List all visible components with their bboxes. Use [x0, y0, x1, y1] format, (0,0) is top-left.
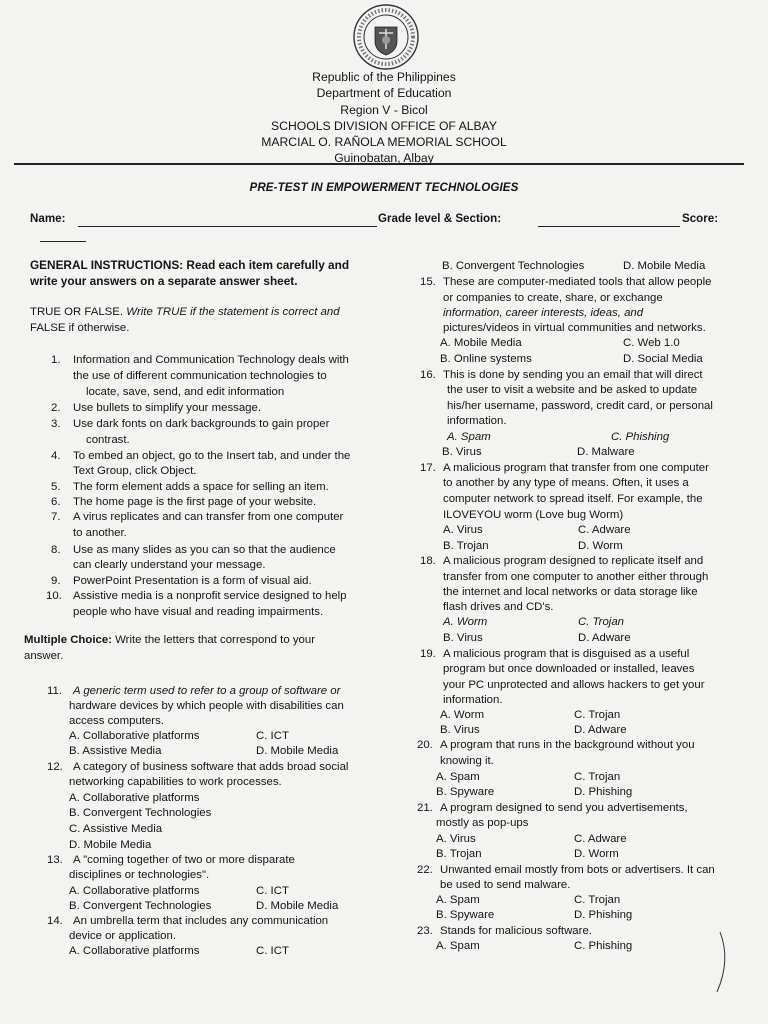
question-number: 15. — [420, 276, 436, 288]
question-text: information. — [447, 415, 507, 427]
option-b: B. Spyware — [436, 909, 495, 921]
tf-item-number: 6. — [51, 496, 61, 508]
question-text: These are computer-mediated tools that allow people — [443, 276, 712, 288]
option-b: B. Convergent Technologies — [69, 900, 212, 912]
question-number: 19. — [420, 648, 436, 660]
score-blank[interactable] — [40, 241, 86, 242]
question-text: A program designed to send you advertisements, — [440, 802, 688, 814]
tf-item-text: PowerPoint Presentation is a form of visual aid. — [73, 575, 312, 587]
option-b: B. Virus — [440, 724, 480, 736]
deped-seal-icon — [351, 3, 421, 71]
general-instructions: GENERAL INSTRUCTIONS: Read each item carefully and — [30, 258, 350, 272]
question-text: device or application. — [69, 930, 177, 942]
option-a: A. Worm — [440, 709, 485, 721]
option-d: D. Mobile Media — [256, 745, 339, 757]
tf-item-number: 9. — [51, 575, 61, 587]
mc-instructions-2: answer. — [24, 650, 64, 662]
tf-item-text: contrast. — [86, 434, 130, 446]
header-line-department: Department of Education — [316, 86, 452, 101]
question-text: the user to visit a website and be asked to update — [447, 384, 698, 396]
header-line-republic: Republic of the Philippines — [312, 70, 456, 84]
question-text: flash drives and CD's. — [443, 601, 554, 613]
option-c: C. ICT — [256, 730, 289, 742]
option-a: A. Collaborative platforms — [69, 885, 200, 897]
score-label: Score: — [682, 212, 719, 225]
option-b: B. Convergent Technologies — [69, 807, 212, 819]
question-text: be used to send malware. — [440, 879, 571, 891]
option-d: D. Phishing — [574, 786, 633, 798]
option-d: D. Worm — [574, 848, 619, 860]
mc-heading: Multiple Choice: — [24, 634, 112, 646]
option-d: D. Mobile Media — [69, 839, 152, 851]
question-text: information. — [443, 694, 503, 706]
question-text: A malicious program that transfer from one computer — [443, 462, 709, 474]
tf-item-text: the use of different communication technologies to — [73, 370, 327, 382]
pen-mark-icon — [715, 930, 735, 1000]
option-c: C. Trojan — [574, 771, 621, 783]
question-number: 11. — [47, 685, 62, 697]
question-text: A "coming together of two or more disparate — [73, 854, 295, 866]
header-divider — [14, 163, 744, 165]
option-c: C. Trojan — [574, 894, 621, 906]
grade-section-blank[interactable] — [538, 226, 680, 227]
option-c: C. ICT — [256, 945, 289, 957]
tf-item-number: 10. — [46, 590, 62, 602]
question-text: program but once downloaded or installed, leaves — [443, 663, 695, 675]
question-text: networking capabilities to work processes. — [69, 776, 282, 788]
name-label: Name: — [30, 212, 66, 225]
question-text: hardware devices by which people with disabilities can — [69, 700, 344, 712]
grade-section-label: Grade level & Section: — [378, 212, 502, 225]
question-text: A generic term used to refer to a group of software or — [73, 685, 341, 697]
question-text: information, career interests, ideas, and — [443, 307, 644, 319]
tf-item-text: Information and Communication Technology deals with — [73, 354, 349, 366]
option-d: D. Adware — [574, 724, 627, 736]
question-text: computer network to spread itself. For example, the — [443, 493, 703, 505]
option-c: C. Assistive Media — [69, 823, 163, 835]
tf-item-text: people who have visual and reading impairments. — [73, 606, 324, 618]
header-line-division: SCHOOLS DIVISION OFFICE OF ALBAY — [271, 118, 497, 133]
question-number: 14. — [47, 915, 63, 927]
general-instructions-2: write your answers on a separate answer sheet. — [30, 274, 298, 288]
name-blank[interactable] — [78, 226, 377, 227]
question-text: his/her username, password, credit card, or personal — [447, 400, 713, 412]
tf-heading-rest: Write TRUE if the statement is correct and — [123, 306, 340, 318]
tf-item-text: The form element adds a space for selling an item. — [73, 481, 329, 493]
option-d: D. Worm — [578, 540, 623, 552]
option-d: D. Social Media — [623, 353, 703, 365]
question-number: 20. — [417, 739, 433, 751]
header-line-region: Region V - Bicol — [340, 102, 428, 117]
tf-item-number: 1. — [51, 354, 61, 366]
question-text: Stands for malicious software. — [440, 925, 592, 937]
question-text: mostly as pop-ups — [436, 817, 529, 829]
question-number: 23. — [417, 925, 433, 937]
mc-heading-rest: Write the letters that correspond to your — [111, 634, 315, 646]
question-text: Unwanted email mostly from bots or advertisers. It can — [440, 864, 715, 876]
tf-item-text: Text Group, click Object. — [73, 465, 197, 477]
option-a: A. Spam — [436, 940, 480, 952]
option-d: D. Mobile Media — [623, 260, 706, 272]
option-c: C. ICT — [256, 885, 289, 897]
option-c: C. Phishing — [611, 431, 670, 443]
question-text: ILOVEYOU worm (Love bug Worm) — [443, 509, 624, 521]
tf-heading: TRUE OR FALSE. — [30, 306, 124, 318]
question-text: knowing it. — [440, 755, 494, 767]
question-number: 22. — [417, 864, 433, 876]
tf-item-text: A virus replicates and can transfer from one computer — [73, 511, 344, 523]
option-b: B. Online systems — [440, 353, 532, 365]
question-text: disciplines or technologies". — [69, 869, 210, 881]
tf-item-text: To embed an object, go to the Insert tab, and under the — [73, 450, 351, 462]
option-d: D. Phishing — [574, 909, 633, 921]
option-a: A. Virus — [443, 524, 483, 536]
question-text: access computers. — [69, 715, 164, 727]
header-line-location: Guinobatan, Albay — [334, 151, 434, 166]
question-text: A malicious program that is disguised as a useful — [443, 648, 690, 660]
tf-item-number: 7. — [51, 511, 61, 523]
question-number: 13. — [47, 854, 63, 866]
option-a: A. Mobile Media — [440, 337, 522, 349]
question-text: A program that runs in the background without you — [440, 739, 695, 751]
option-a: A. Collaborative platforms — [69, 792, 200, 804]
option-b: B. Assistive Media — [69, 745, 162, 757]
option-b: B. Trojan — [443, 540, 489, 552]
tf-instructions — [30, 305, 340, 320]
question-number: 16. — [420, 369, 436, 381]
mc-instructions — [24, 633, 315, 648]
question-text: or companies to create, share, or exchange — [443, 292, 663, 304]
question-text: A malicious program designed to replicate itself and — [443, 555, 704, 567]
question-number: 17. — [420, 462, 436, 474]
option-c: C. Phishing — [574, 940, 633, 952]
question-text: to another by any type of means. Often, it uses a — [443, 477, 689, 489]
option-c: C. Trojan — [578, 616, 624, 628]
tf-item-number: 8. — [51, 544, 61, 556]
question-text: transfer from one computer to another either through — [443, 571, 709, 583]
option-c: C. Web 1.0 — [623, 337, 680, 349]
option-c: C. Adware — [578, 524, 631, 536]
tf-item-text: can clearly understand your message. — [73, 559, 266, 571]
question-text: A category of business software that adds broad social — [73, 761, 349, 773]
option-a: A. Worm — [443, 616, 488, 628]
tf-item-number: 2. — [51, 402, 61, 414]
page-title: PRE-TEST IN EMPOWERMENT TECHNOLOGIES — [249, 181, 519, 194]
tf-instructions-2: FALSE if otherwise. — [30, 322, 130, 334]
option-d: D. Malware — [577, 446, 635, 458]
tf-item-number: 5. — [51, 481, 61, 493]
option-b: B. Spyware — [436, 786, 495, 798]
tf-item-number: 3. — [51, 418, 61, 430]
option-a: A. Collaborative platforms — [69, 945, 200, 957]
option-b: B. Virus — [442, 446, 482, 458]
question-text: An umbrella term that includes any communication — [73, 915, 329, 927]
tf-item-text: to another. — [73, 527, 127, 539]
tf-item-text: Use as many slides as you can so that the audience — [73, 544, 336, 556]
option-a: A. Spam — [447, 431, 491, 443]
option-c: C. Trojan — [574, 709, 621, 721]
question-text: the internet and local networks or data storage like — [443, 586, 698, 598]
tf-item-text: locate, save, send, and edit information — [86, 386, 285, 398]
tf-item-text: Use dark fonts on dark backgrounds to gain proper — [73, 418, 330, 430]
question-text: This is done by sending you an email that will direct — [443, 369, 703, 381]
question-number: 21. — [417, 802, 433, 814]
tf-item-text: Use bullets to simplify your message. — [73, 402, 262, 414]
option-b: B. Convergent Technologies — [442, 260, 585, 272]
question-text: your PC unprotected and allows hackers to get your — [443, 679, 705, 691]
option-a: A. Spam — [436, 894, 480, 906]
tf-item-text: The home page is the first page of your website. — [73, 496, 317, 508]
tf-item-text: Assistive media is a nonprofit service designed to help — [73, 590, 347, 602]
option-a: A. Virus — [436, 833, 476, 845]
header-line-school: MARCIAL O. RAÑOLA MEMORIAL SCHOOL — [261, 135, 507, 150]
option-b: B. Trojan — [436, 848, 482, 860]
option-d: D. Adware — [578, 632, 631, 644]
question-number: 18. — [420, 555, 436, 567]
option-a: A. Collaborative platforms — [69, 730, 200, 742]
document-header — [0, 69, 768, 167]
option-d: D. Mobile Media — [256, 900, 339, 912]
option-b: B. Virus — [443, 632, 483, 644]
option-c: C. Adware — [574, 833, 627, 845]
question-text: pictures/videos in virtual communities and networks. — [443, 322, 706, 334]
question-number: 12. — [47, 761, 63, 773]
tf-item-number: 4. — [51, 450, 61, 462]
option-a: A. Spam — [436, 771, 480, 783]
